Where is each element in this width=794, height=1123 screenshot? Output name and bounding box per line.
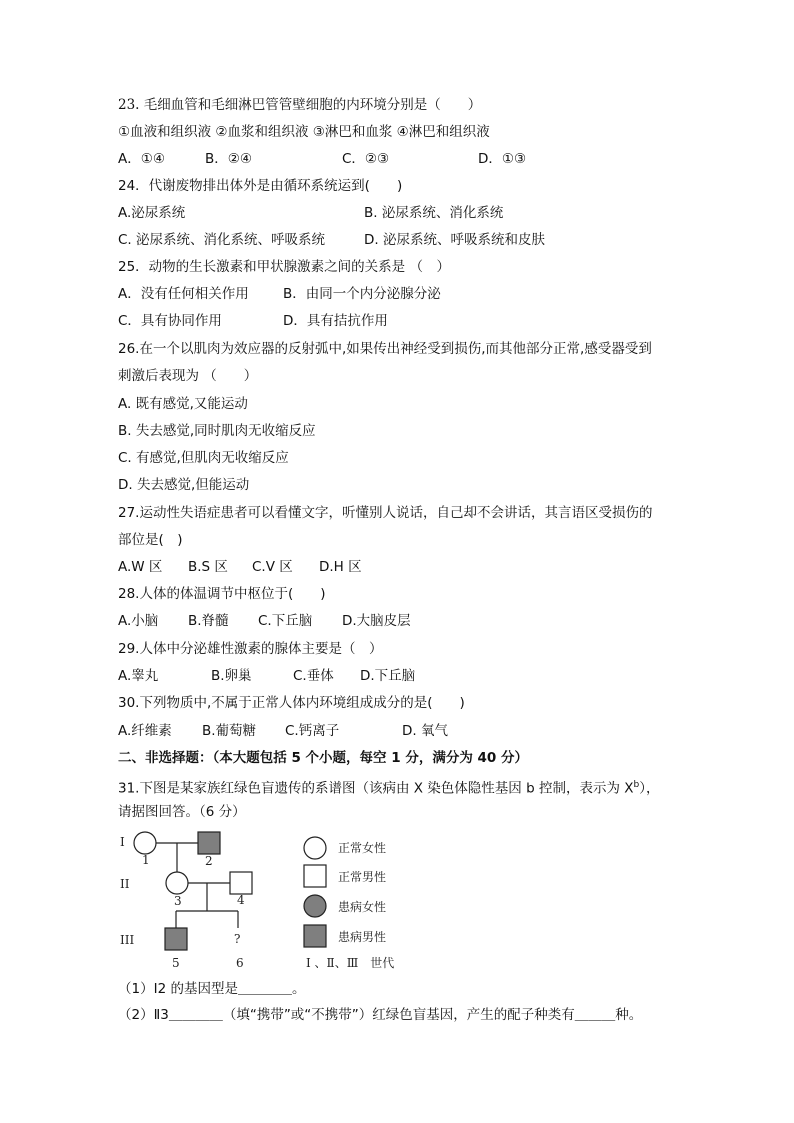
q30-option-a: A.纤维素	[118, 723, 172, 739]
q30-option-d: D. 氧气	[402, 723, 448, 739]
q23-stem: 23. 毛细血管和毛细淋巴管管壁细胞的内环境分别是（ ）	[118, 97, 482, 113]
q27-option-d: D.H 区	[319, 559, 362, 575]
q28-option-d: D.大脑皮层	[342, 613, 411, 629]
q29-option-a: A.睾丸	[118, 668, 159, 684]
q24-option-b: B. 泌尿系统、消化系统	[364, 205, 504, 221]
individual-ii3-normal-female	[166, 872, 188, 894]
q26-option-c: C. 有感觉,但肌肉无收缩反应	[118, 450, 289, 466]
individual-number-5: 5	[172, 956, 180, 970]
q26-stem-line2: 刺激后表现为 （ ）	[118, 368, 258, 384]
q27-option-b: B.S 区	[188, 559, 228, 575]
q23-option-b: B．②④	[205, 151, 252, 167]
legend-affected-female-label: 患病女性	[338, 900, 387, 914]
gen-label-2: II	[120, 877, 130, 891]
q29-stem: 29.人体中分泌雄性激素的腺体主要是（ ）	[118, 641, 383, 657]
gen-label-3: III	[120, 933, 135, 947]
generation-note: Ⅰ 、Ⅱ、Ⅲ 世代	[306, 956, 395, 970]
q24-option-c: C. 泌尿系统、消化系统、呼吸系统	[118, 232, 326, 248]
q31-stem-line1	[118, 776, 659, 798]
individual-number-6: 6	[236, 956, 244, 970]
q24-stem: 24．代谢废物排出体外是由循环系统运到( )	[118, 178, 403, 194]
q23-option-c: C．②③	[342, 151, 390, 167]
individual-ii4-normal-male	[230, 872, 252, 894]
section2-heading: 二、非选择题：（本大题包括 5 个小题，每空 1 分，满分为 40 分）	[118, 750, 529, 766]
q30-option-c: C.钙离子	[285, 723, 340, 739]
legend-normal-female-label: 正常女性	[338, 841, 387, 855]
individual-i2-affected-male	[198, 832, 220, 854]
q23-option-d: D．①③	[478, 151, 527, 167]
q28-option-b: B.脊髓	[188, 613, 229, 629]
individual-number-2: 2	[205, 854, 213, 868]
gen-label-1: I	[120, 835, 125, 849]
legend-normal-male-symbol	[304, 865, 326, 887]
q31-stem-end: ），	[639, 780, 660, 797]
q26-stem-line1: 26.在一个以肌肉为效应器的反射弧中,如果传出神经受到损伤,而其他部分正常,感受器受到	[118, 341, 652, 357]
q27-stem-line1: 27.运动性失语症患者可以看懂文字，听懂别人说话，自己却不会讲话，其言语区受损伤的	[118, 505, 653, 521]
q29-option-b: B.卵巢	[211, 668, 252, 684]
q31-stem-text: 31.下图是某家族红绿色盲遗传的系谱图（该病由 X 染色体隐性基因 b 控制，表示为 X	[118, 780, 634, 797]
q27-option-c: C.V 区	[252, 559, 293, 575]
q23-items: ①血液和组织液 ②血浆和组织液 ③淋巴和血浆 ④淋巴和组织液	[118, 124, 490, 140]
q26-option-b: B. 失去感觉,同时肌肉无收缩反应	[118, 423, 316, 439]
unknown-mark: ?	[234, 932, 241, 946]
q26-option-a: A. 既有感觉,又能运动	[118, 396, 248, 412]
q30-option-b: B.葡萄糖	[202, 723, 257, 739]
q31-stem-line2: 请据图回答。（6 分）	[118, 804, 246, 820]
q30-stem: 30.下列物质中,不属于正常人体内环境组成成分的是( )	[118, 695, 465, 711]
individual-i1-normal-female	[134, 832, 156, 854]
legend-affected-male-symbol	[304, 925, 326, 947]
q25-option-c: C．具有协同作用	[118, 313, 222, 329]
individual-iii5-affected-male	[165, 928, 187, 950]
q29-option-c: C.垂体	[293, 668, 334, 684]
q25-option-d: D．具有拮抗作用	[283, 313, 388, 329]
individual-number-1: 1	[142, 853, 150, 867]
q27-stem-line2: 部位是( )	[118, 532, 183, 548]
individual-number-4: 4	[237, 893, 245, 907]
q28-option-c: C.下丘脑	[258, 613, 313, 629]
q28-stem: 28.人体的体温调节中枢位于( )	[118, 586, 326, 602]
legend-affected-female-symbol	[304, 895, 326, 917]
q28-option-a: A.小脑	[118, 613, 159, 629]
q31-stem-superscript: b	[633, 780, 640, 790]
q25-option-a: A．没有任何相关作用	[118, 286, 249, 302]
q31-sub1: （1）Ⅰ2 的基因型是＿＿＿＿。	[118, 981, 306, 997]
q25-stem: 25．动物的生长激素和甲状腺激素之间的关系是 （ ）	[118, 259, 450, 275]
q23-option-a: A．①④	[118, 151, 165, 167]
q24-option-d: D. 泌尿系统、呼吸系统和皮肤	[364, 232, 545, 248]
q27-option-a: A.W 区	[118, 559, 163, 575]
legend-normal-male-label: 正常男性	[338, 870, 387, 884]
q29-option-d: D.下丘脑	[360, 668, 416, 684]
q31-sub2: （2）Ⅱ3＿＿＿＿（填“携带”或“不携带”）红绿色盲基因，产生的配子种类有＿＿＿种。	[118, 1007, 643, 1023]
pedigree-diagram	[110, 824, 430, 976]
q24-option-a: A.泌尿系统	[118, 205, 186, 221]
q25-option-b: B．由同一个内分泌腺分泌	[283, 286, 441, 302]
individual-number-3: 3	[174, 894, 182, 908]
q26-option-d: D. 失去感觉,但能运动	[118, 477, 250, 493]
legend-affected-male-label: 患病男性	[338, 930, 387, 944]
legend-normal-female-symbol	[304, 837, 326, 859]
